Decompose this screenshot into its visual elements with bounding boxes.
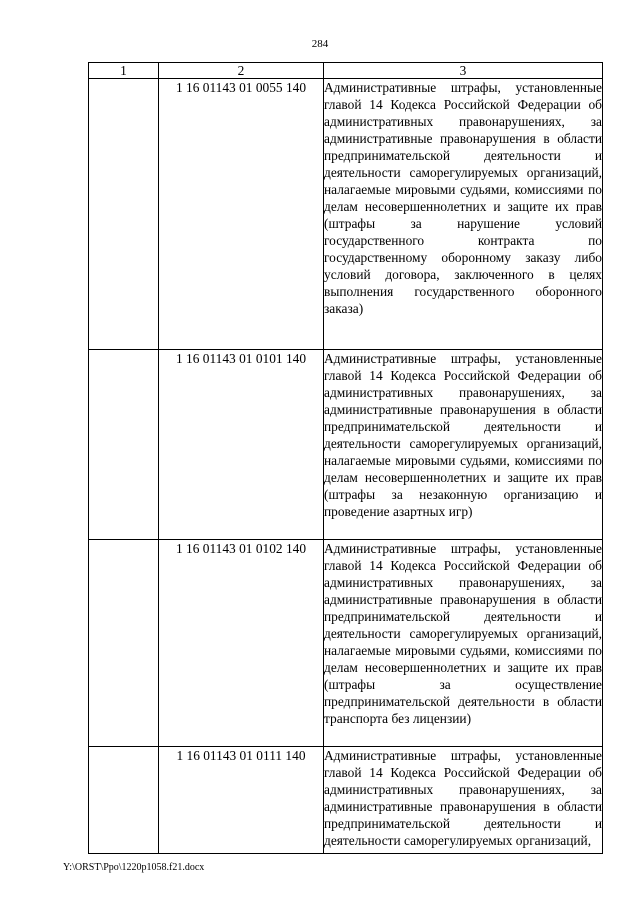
table-row — [89, 79, 603, 350]
row-code: 1 16 01143 01 0055 140 — [159, 79, 324, 350]
row-description: Административные штрафы, установленные главой 14 Кодекса Российской Федерации об административных правонарушениях, за административные правонарушения в области предпринимательской деятельности и деятельности саморегулируемых организаций, налагаемые мировыми судьями, комиссиями по делам несовершеннолетних и защите их прав (штрафы за нарушение условий государственного контракта по государственному оборонному заказу либо условий договора, заключенного в целях выполнения государственного оборонного заказа) — [324, 79, 603, 350]
header-col-2: 2 — [159, 63, 324, 79]
table-header-row — [89, 63, 603, 79]
table-row — [89, 350, 603, 540]
row-col1 — [89, 350, 159, 540]
row-description: Административные штрафы, установленные главой 14 Кодекса Российской Федерации об административных правонарушениях, за административные правонарушения в области предпринимательской деятельности и деятельности саморегулируемых организаций, налагаемые мировыми судьями, комиссиями по делам несовершеннолетних и защите их прав (штрафы за незаконную организацию и проведение азартных игр) — [324, 350, 603, 540]
table-row — [89, 540, 603, 747]
page-number: 284 — [311, 38, 329, 50]
row-col1 — [89, 540, 159, 747]
footer-file-path: Y:\ORST\Ppo\1220p1058.f21.docx — [63, 862, 205, 873]
row-code: 1 16 01143 01 0111 140 — [159, 747, 324, 854]
row-code: 1 16 01143 01 0102 140 — [159, 540, 324, 747]
table-row — [89, 747, 603, 854]
document-table — [88, 62, 603, 854]
row-description: Административные штрафы, установленные главой 14 Кодекса Российской Федерации об административных правонарушениях, за административные правонарушения в области предпринимательской деятельности и деятельности саморегулируемых организаций, налагаемые мировыми судьями, комиссиями по делам несовершеннолетних и защите их прав (штрафы за осуществление предпринимательской деятельности в области транспорта без лицензии) — [324, 540, 603, 747]
row-description: Административные штрафы, установленные главой 14 Кодекса Российской Федерации об административных правонарушениях, за административные правонарушения в области предпринимательской деятельности и деятельности саморегулируемых организаций, — [324, 747, 603, 854]
row-col1 — [89, 79, 159, 350]
header-col-1: 1 — [89, 63, 159, 79]
row-code: 1 16 01143 01 0101 140 — [159, 350, 324, 540]
row-col1 — [89, 747, 159, 854]
header-col-3: 3 — [324, 63, 603, 79]
